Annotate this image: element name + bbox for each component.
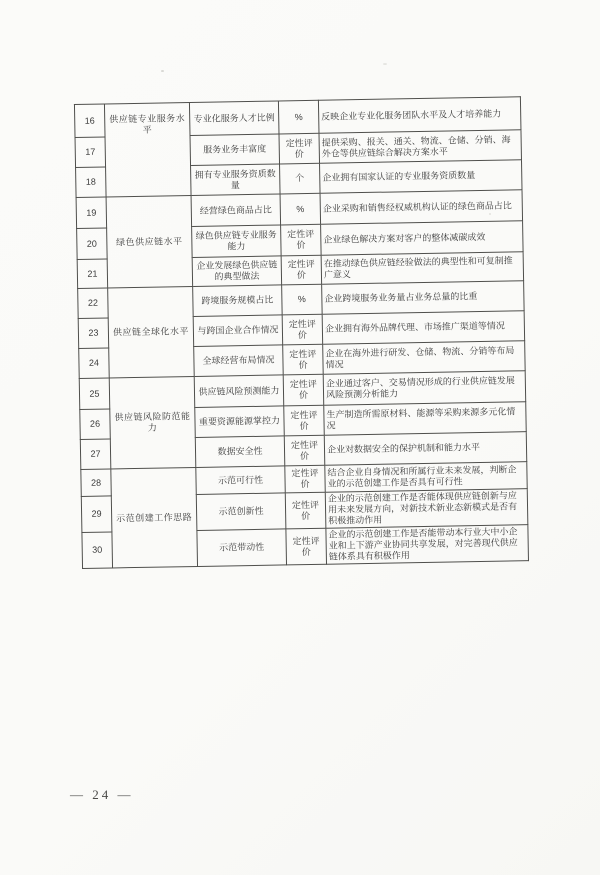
indicator-cell: 全球经营布局情况 xyxy=(194,345,284,377)
scan-speck xyxy=(161,70,164,72)
row-number-cell: 29 xyxy=(81,496,112,533)
indicator-cell: 经营绿色商品占比 xyxy=(191,194,281,227)
description-cell: 企业绿色解决方案对客户的整体减碳成效 xyxy=(321,221,524,256)
indicator-cell: 数据安全性 xyxy=(195,436,285,468)
row-number-cell: 18 xyxy=(76,167,107,198)
category-cell: 供应链全球化水平 xyxy=(108,286,195,377)
indicator-cell: 企业发展绿色供应链的典型做法 xyxy=(192,256,281,287)
unit-cell: 定性评价 xyxy=(285,465,325,493)
description-cell: 提供采购、报关、通关、物流、仓储、分销、海外仓等供应链综合解决方案水平 xyxy=(319,130,521,164)
unit-cell: 定性评价 xyxy=(284,435,325,466)
description-cell: 反映企业专业化服务团队水平及人才培养能力 xyxy=(318,97,521,134)
unit-cell: 定性评价 xyxy=(282,314,323,345)
unit-cell: 个 xyxy=(280,163,321,194)
unit-cell: 定性评价 xyxy=(281,224,322,256)
row-number-cell: 27 xyxy=(80,439,111,470)
unit-cell: % xyxy=(282,284,323,315)
unit-cell: 定性评价 xyxy=(285,492,326,529)
category-cell: 供应链专业服务水平 xyxy=(104,103,191,197)
description-cell: 企业的示范创建工作是否能体现供应链创新与应用未来发展方向，对新技术新业态新模式是否有积极推动作用 xyxy=(325,489,528,529)
scan-speck xyxy=(383,63,387,65)
unit-cell: 定性评价 xyxy=(281,255,322,285)
indicator-cell: 示范创新性 xyxy=(196,493,286,531)
description-cell: 生产制造所需原材料、能源等采购来源多元化情况 xyxy=(324,402,526,436)
indicator-cell: 与跨国企业合作情况 xyxy=(193,315,283,347)
description-cell: 在推动绿色供应链经验做法的典型性和可复制推广意义 xyxy=(321,252,523,285)
description-cell: 企业对数据安全的保护机制和能力水平 xyxy=(324,432,526,466)
description-cell: 结合企业自身情况和所属行业未来发展，判断企业的示范创建工作是否具有可行性 xyxy=(325,462,527,493)
evaluation-table xyxy=(74,96,529,569)
row-number-cell: 21 xyxy=(77,259,108,289)
unit-cell: 定性评价 xyxy=(283,374,324,406)
description-cell: 企业通过客户、交易情况形成的行业供应链发展风险预测分析能力 xyxy=(323,371,526,406)
row-number-cell: 24 xyxy=(79,348,110,379)
unit-cell: 定性评价 xyxy=(284,405,325,436)
row-number-cell: 25 xyxy=(79,378,110,410)
row-number-cell: 16 xyxy=(74,104,105,138)
row-number-cell: 28 xyxy=(81,469,111,497)
category-cell: 绿色供应链水平 xyxy=(106,196,193,288)
description-cell: 企业采购和销售经权威机构认证的绿色商品占比 xyxy=(320,190,523,225)
description-cell: 企业的示范创建工作是否能带动本行业大中小企业和上下游产业协同共享发展，对完善现代供应链体系具有积极作用 xyxy=(326,525,529,565)
row-number-cell: 22 xyxy=(78,288,109,319)
unit-cell: 定性评价 xyxy=(279,133,320,164)
unit-cell: % xyxy=(278,100,319,134)
unit-cell: % xyxy=(280,193,321,225)
row-number-cell: 19 xyxy=(76,197,107,229)
unit-cell: 定性评价 xyxy=(286,528,327,565)
category-cell: 供应链风险防范能力 xyxy=(109,376,196,468)
indicator-cell: 供应链风险预测能力 xyxy=(194,375,284,408)
indicator-cell: 重要资源能源掌控力 xyxy=(195,406,285,438)
evaluation-table-wrapper xyxy=(74,96,528,569)
category-cell: 示范创建工作思路 xyxy=(111,467,198,567)
description-cell: 企业在海外进行研发、仓储、物流、分销等布局情况 xyxy=(323,341,525,375)
indicator-cell: 绿色供应链专业服务能力 xyxy=(192,225,282,258)
row-number-cell: 23 xyxy=(78,318,109,349)
page-number: — 24 — xyxy=(70,787,134,802)
indicator-cell: 跨境服务规模占比 xyxy=(193,285,283,317)
row-number-cell: 26 xyxy=(80,409,111,440)
description-cell: 企业拥有国家认证的专业服务资质数量 xyxy=(320,160,522,194)
description-cell: 企业跨境服务业务量占业务总量的比重 xyxy=(322,281,524,315)
row-number-cell: 20 xyxy=(77,228,108,260)
unit-cell: 定性评价 xyxy=(283,344,324,375)
description-cell: 企业拥有海外品牌代理、市场推广渠道等情况 xyxy=(322,311,524,345)
indicator-cell: 拥有专业服务资质数量 xyxy=(191,164,281,196)
indicator-cell: 示范带动性 xyxy=(197,529,287,567)
row-number-cell: 30 xyxy=(82,532,113,569)
row-number-cell: 17 xyxy=(75,137,106,168)
indicator-cell: 专业化服务人才比例 xyxy=(189,101,279,136)
indicator-cell: 示范可行性 xyxy=(196,466,285,495)
indicator-cell: 服务业务丰富度 xyxy=(190,134,280,166)
